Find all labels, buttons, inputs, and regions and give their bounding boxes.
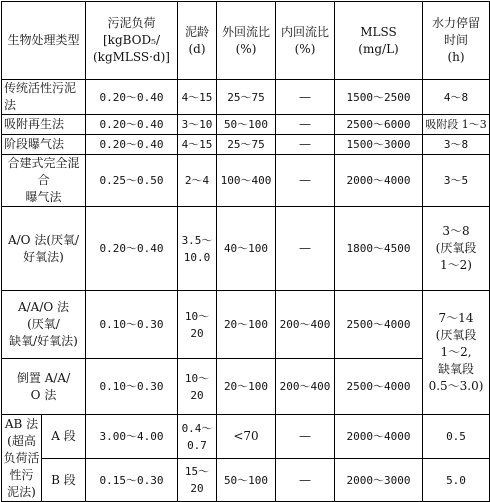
row-mlss: 2000～4000 [335, 415, 423, 459]
row-sludge-load: 0.15～0.30 [86, 459, 178, 502]
row-sludge-age: 0.4～ 0.7 [178, 415, 217, 459]
row-external-return: 50～100 [217, 459, 276, 502]
row-internal-return: — [276, 135, 335, 155]
row-hrt: 5.0 [423, 459, 490, 502]
row-type: A/A/O 法 (厌氧/ 缺氧/好氧法) [2, 291, 86, 359]
row-hrt: 3～8 (厌氧段 1～2) [423, 207, 490, 291]
row-sludge-age: 10～20 [178, 291, 217, 359]
header-mlss: MLSS (mg/L) [335, 2, 423, 80]
row-sub-type: A 段 [42, 415, 86, 459]
row-sludge-load: 0.20～0.40 [86, 135, 178, 155]
table-row [2, 415, 490, 459]
row-external-return: 100～400 [217, 155, 276, 207]
row-sludge-age: 4～15 [178, 80, 217, 115]
row-mlss: 2000～3000 [335, 459, 423, 502]
row-internal-return: — [276, 459, 335, 502]
row-type: 传统活性污泥法 [2, 80, 86, 115]
row-internal-return: — [276, 80, 335, 115]
table-row [2, 291, 490, 359]
header-hrt: 水力停留 时间 (h) [423, 2, 490, 80]
row-mlss: 1800～4500 [335, 207, 423, 291]
row-sludge-load: 0.10～0.30 [86, 359, 178, 415]
row-sludge-load: 0.20～0.40 [86, 80, 178, 115]
table-row [2, 80, 490, 115]
table-row [2, 459, 490, 502]
row-sludge-age: 3.5～ 10.0 [178, 207, 217, 291]
table-row [2, 359, 490, 415]
row-type: A/O 法(厌氧/ 好氧法) [2, 207, 86, 291]
row-sludge-load: 0.10～0.30 [86, 291, 178, 359]
row-sludge-load: 0.20～0.40 [86, 207, 178, 291]
row-mlss: 2000～4000 [335, 155, 423, 207]
row-mlss: 2500～4000 [335, 291, 423, 359]
header-external-return: 外回流比 (%) [217, 2, 276, 80]
row-mlss: 2500～4000 [335, 359, 423, 415]
row-internal-return: 200～400 [276, 359, 335, 415]
row-sludge-age: 2～4 [178, 155, 217, 207]
row-internal-return: — [276, 155, 335, 207]
row-type: 吸附再生法 [2, 115, 86, 135]
row-type: 合建式完全混合 曝气法 [2, 155, 86, 207]
row-type: 倒置 A/A/ O 法 [2, 359, 86, 415]
row-external-return: 25～75 [217, 135, 276, 155]
row-external-return: 20～100 [217, 359, 276, 415]
row-external-return: <70 [217, 415, 276, 459]
row-sludge-age: 4～15 [178, 135, 217, 155]
row-sludge-load: 3.00～4.00 [86, 415, 178, 459]
row-hrt-merged: 7～14 (厌氧段 1～2, 缺氧段 0.5～3.0) [423, 291, 490, 415]
row-mlss: 1500～3000 [335, 135, 423, 155]
row-hrt: 0.5 [423, 415, 490, 459]
row-external-return: 25～75 [217, 80, 276, 115]
row-sludge-load: 0.25～0.50 [86, 155, 178, 207]
row-mlss: 1500～2500 [335, 80, 423, 115]
row-sludge-load: 0.20～0.40 [86, 115, 178, 135]
row-internal-return: 200～400 [276, 291, 335, 359]
row-sludge-age: 3～10 [178, 115, 217, 135]
table-row [2, 155, 490, 207]
row-sludge-age: 10～20 [178, 359, 217, 415]
row-external-return: 20～100 [217, 291, 276, 359]
activated-sludge-parameter-table [1, 1, 490, 502]
header-sludge-load [86, 2, 178, 80]
row-sub-type: B 段 [42, 459, 86, 502]
row-group-ab: AB 法 (超高 负荷活 性污 泥法) [2, 415, 42, 502]
header-type: 生物处理类型 [2, 2, 86, 80]
header-sludge-load-title: 污泥负荷 [107, 16, 156, 30]
row-external-return: 50～100 [217, 115, 276, 135]
header-row [2, 2, 490, 80]
row-hrt: 吸附段 1～3 [423, 115, 490, 135]
row-type: 阶段曝气法 [2, 135, 86, 155]
header-sludge-load-unit-b: (kgMLSS·d)] [93, 50, 170, 64]
header-internal-return: 内回流比 (%) [276, 2, 335, 80]
table-row [2, 207, 490, 291]
row-internal-return: — [276, 115, 335, 135]
table-row [2, 115, 490, 135]
row-hrt: 4～8 [423, 80, 490, 115]
row-external-return: 40～100 [217, 207, 276, 291]
row-sludge-age: 15～ 20 [178, 459, 217, 502]
row-internal-return: — [276, 415, 335, 459]
row-internal-return: — [276, 207, 335, 291]
header-sludge-age: 泥龄 (d) [178, 2, 217, 80]
table-row [2, 135, 490, 155]
row-hrt: 3～5 [423, 155, 490, 207]
row-hrt: 3～8 [423, 135, 490, 155]
row-mlss: 2500～6000 [335, 115, 423, 135]
header-sludge-load-unit-a: [kgBOD₅/ [103, 33, 160, 47]
